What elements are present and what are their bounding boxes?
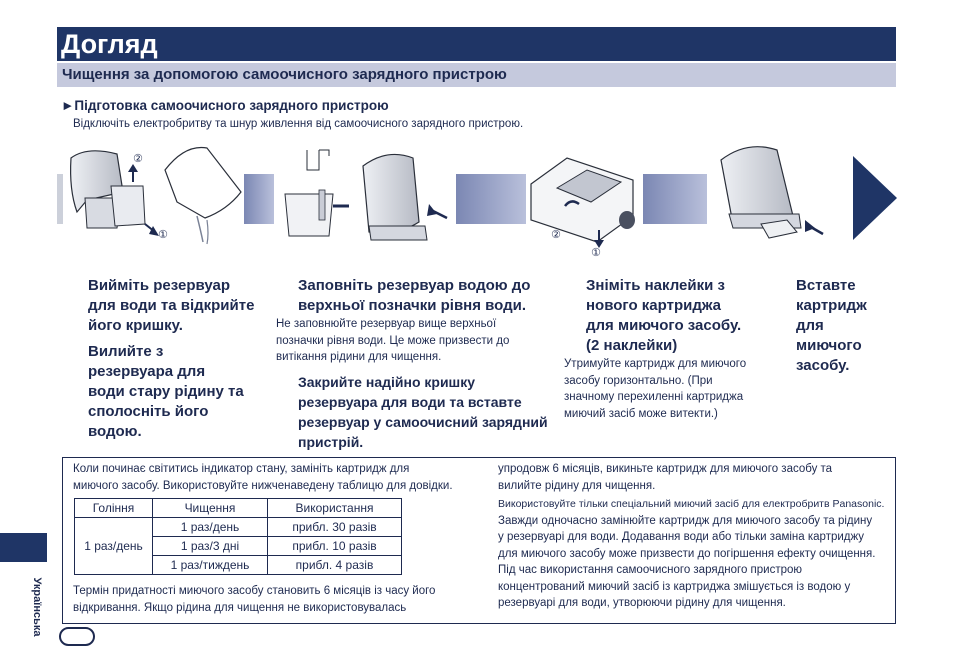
step-3-note-line: Утримуйте картридж для миючого (564, 358, 747, 370)
step-1b-line: сполосніть його (88, 403, 209, 420)
step-divider-1 (244, 174, 274, 224)
step-divider-3 (643, 174, 707, 224)
step-4-line: картридж (796, 297, 867, 314)
info-right-line: упродовж 6 місяців, викиньте картридж для миючого засобу та (498, 463, 833, 475)
step-4-instruction (796, 276, 867, 376)
step-2-note-line: позначки рівня води. Це може призвести до (276, 334, 510, 347)
preparation-heading: ►Підготовка самоочисного зарядного пристрою (61, 98, 389, 113)
step-3-note-line: значному перехиленні картриджа (564, 391, 744, 403)
figure-marker-2: ② (133, 152, 143, 165)
language-text: Українська (31, 577, 43, 637)
step-2b-line: пристрій. (298, 434, 364, 450)
step-2b-line: Закрийте надійно кришку (298, 374, 476, 390)
table-cell: 1 раз/3 дні (153, 537, 268, 556)
replacement-table (74, 498, 402, 575)
step-3-line: Зніміть наклейки з (586, 277, 725, 294)
figure-marker-2: ② (551, 228, 561, 241)
step-4-line: Вставте (796, 277, 856, 294)
step-2b-instruction (298, 372, 548, 452)
step-3-line: (2 наклейки) (586, 337, 678, 354)
step-4-line: миючого (796, 337, 862, 354)
step-4-line: для (796, 317, 824, 334)
figure-insert-cartridge (721, 147, 823, 238)
info-footer-line: відкривання. Якщо рідина для чищення не використовувалась (73, 601, 407, 614)
illustration-strip (57, 140, 897, 260)
next-step-arrow-icon (853, 156, 897, 240)
step-divider-2 (456, 174, 526, 224)
page-number-badge (59, 627, 95, 646)
step-3-instruction (586, 276, 741, 356)
step-2b-line: резервуар у самоочисний зарядний (298, 414, 548, 430)
step-3-line: для миючого засобу. (586, 317, 742, 334)
info-right-line: у резервуарі для води. Додавання води або тільки заміна картриджу (498, 531, 865, 543)
info-right-line: резервуарі для води, утворюючи рідину для чищення. (498, 597, 786, 609)
page-title: Догляд (61, 29, 158, 59)
info-right-line: для миючого засобу може призвести до погіршення ефекту очищення. (498, 547, 876, 560)
step-1-instruction (88, 276, 254, 336)
info-right-line: Завжди одночасно замінюйте картридж для миючого засобу та рідину (498, 514, 873, 527)
table-cell: 1 раз/тиждень (153, 556, 268, 575)
table-cell: 1 раз/день (153, 518, 268, 537)
section-title-bar (57, 27, 896, 61)
table-header: Використання (268, 499, 402, 518)
info-intro-line: миючого засобу. Використовуйте нижченаведену таблицю для довідки. (73, 479, 453, 492)
step-1b-line: води стару рідину та (88, 383, 244, 400)
table-cell-shaving: 1 раз/день (75, 518, 153, 575)
step-3-line: нового картриджа (586, 297, 722, 314)
step-2-line: Заповніть резервуар водою до (298, 277, 531, 294)
language-label (27, 567, 47, 647)
figure-marker-1: ① (158, 228, 168, 241)
table-row (75, 518, 402, 537)
info-right-line: концентрований миючий засіб із картриджа змішується із водою у (498, 580, 851, 593)
step-1b-instruction (88, 342, 244, 442)
step-3-note-line: миючий засіб може витекти.) (564, 407, 718, 420)
table-cell: прибл. 30 разів (268, 518, 402, 537)
info-box (62, 457, 896, 624)
section-subtitle: Чищення за допомогою самоочисного зарядного пристрою (62, 66, 507, 83)
step-3-note-line: засобу горизонтально. (При (564, 374, 713, 387)
preparation-text: Відключіть електробритву та шнур живлення від самоочисного зарядного пристрою. (73, 118, 524, 130)
step-2-instruction (298, 276, 530, 316)
step-4-line: засобу. (796, 357, 850, 374)
info-intro (73, 461, 453, 494)
step-2-line: верхньої позначки рівня води. (298, 297, 527, 314)
table-header: Чищення (153, 499, 268, 518)
info-intro-line: Коли починає світитись індикатор стану, замініть картридж для (73, 463, 410, 475)
table-header: Гоління (75, 499, 153, 518)
step-1-line: Вийміть резервуар (88, 277, 231, 294)
info-left-footer (73, 583, 435, 616)
language-tab (0, 533, 47, 562)
step-3-note (564, 356, 746, 422)
figure-remove-stickers (531, 158, 635, 259)
info-footer-line: Термін придатності миючого засобу становить 6 місяців із часу його (73, 585, 436, 597)
table-header-row (75, 499, 402, 518)
step-2b-line: резервуара для води та вставте (298, 394, 522, 410)
step-2-note (276, 316, 509, 366)
info-right-line: вилийте рідину для чищення. (498, 479, 656, 492)
figure-marker-1: ① (591, 246, 601, 259)
step-1b-line: Вилийте з (88, 343, 164, 360)
step-1-line: його кришку. (88, 317, 183, 334)
step-1b-line: резервуара для (88, 363, 206, 380)
table-cell: прибл. 10 разів (268, 537, 402, 556)
step-2-note-line: витікання рідини для чищення. (276, 351, 442, 363)
info-right-line: Під час використання самоочисного зарядного пристрою (498, 564, 803, 576)
info-right-line: Використовуйте тільки спеціальний миючий засіб для електробритв Panasonic. (498, 498, 885, 510)
info-right-text (498, 461, 884, 612)
step-1-line: для води та відкрийте (88, 297, 255, 314)
step-2-note-line: Не заповнюйте резервуар вище верхньої (276, 318, 497, 330)
table-cell: прибл. 4 разів (268, 556, 402, 575)
figure-remove-tank (57, 147, 241, 244)
figure-fill-tank (285, 150, 447, 240)
subtitle-bar (57, 63, 896, 87)
step-1b-line: водою. (88, 423, 142, 440)
